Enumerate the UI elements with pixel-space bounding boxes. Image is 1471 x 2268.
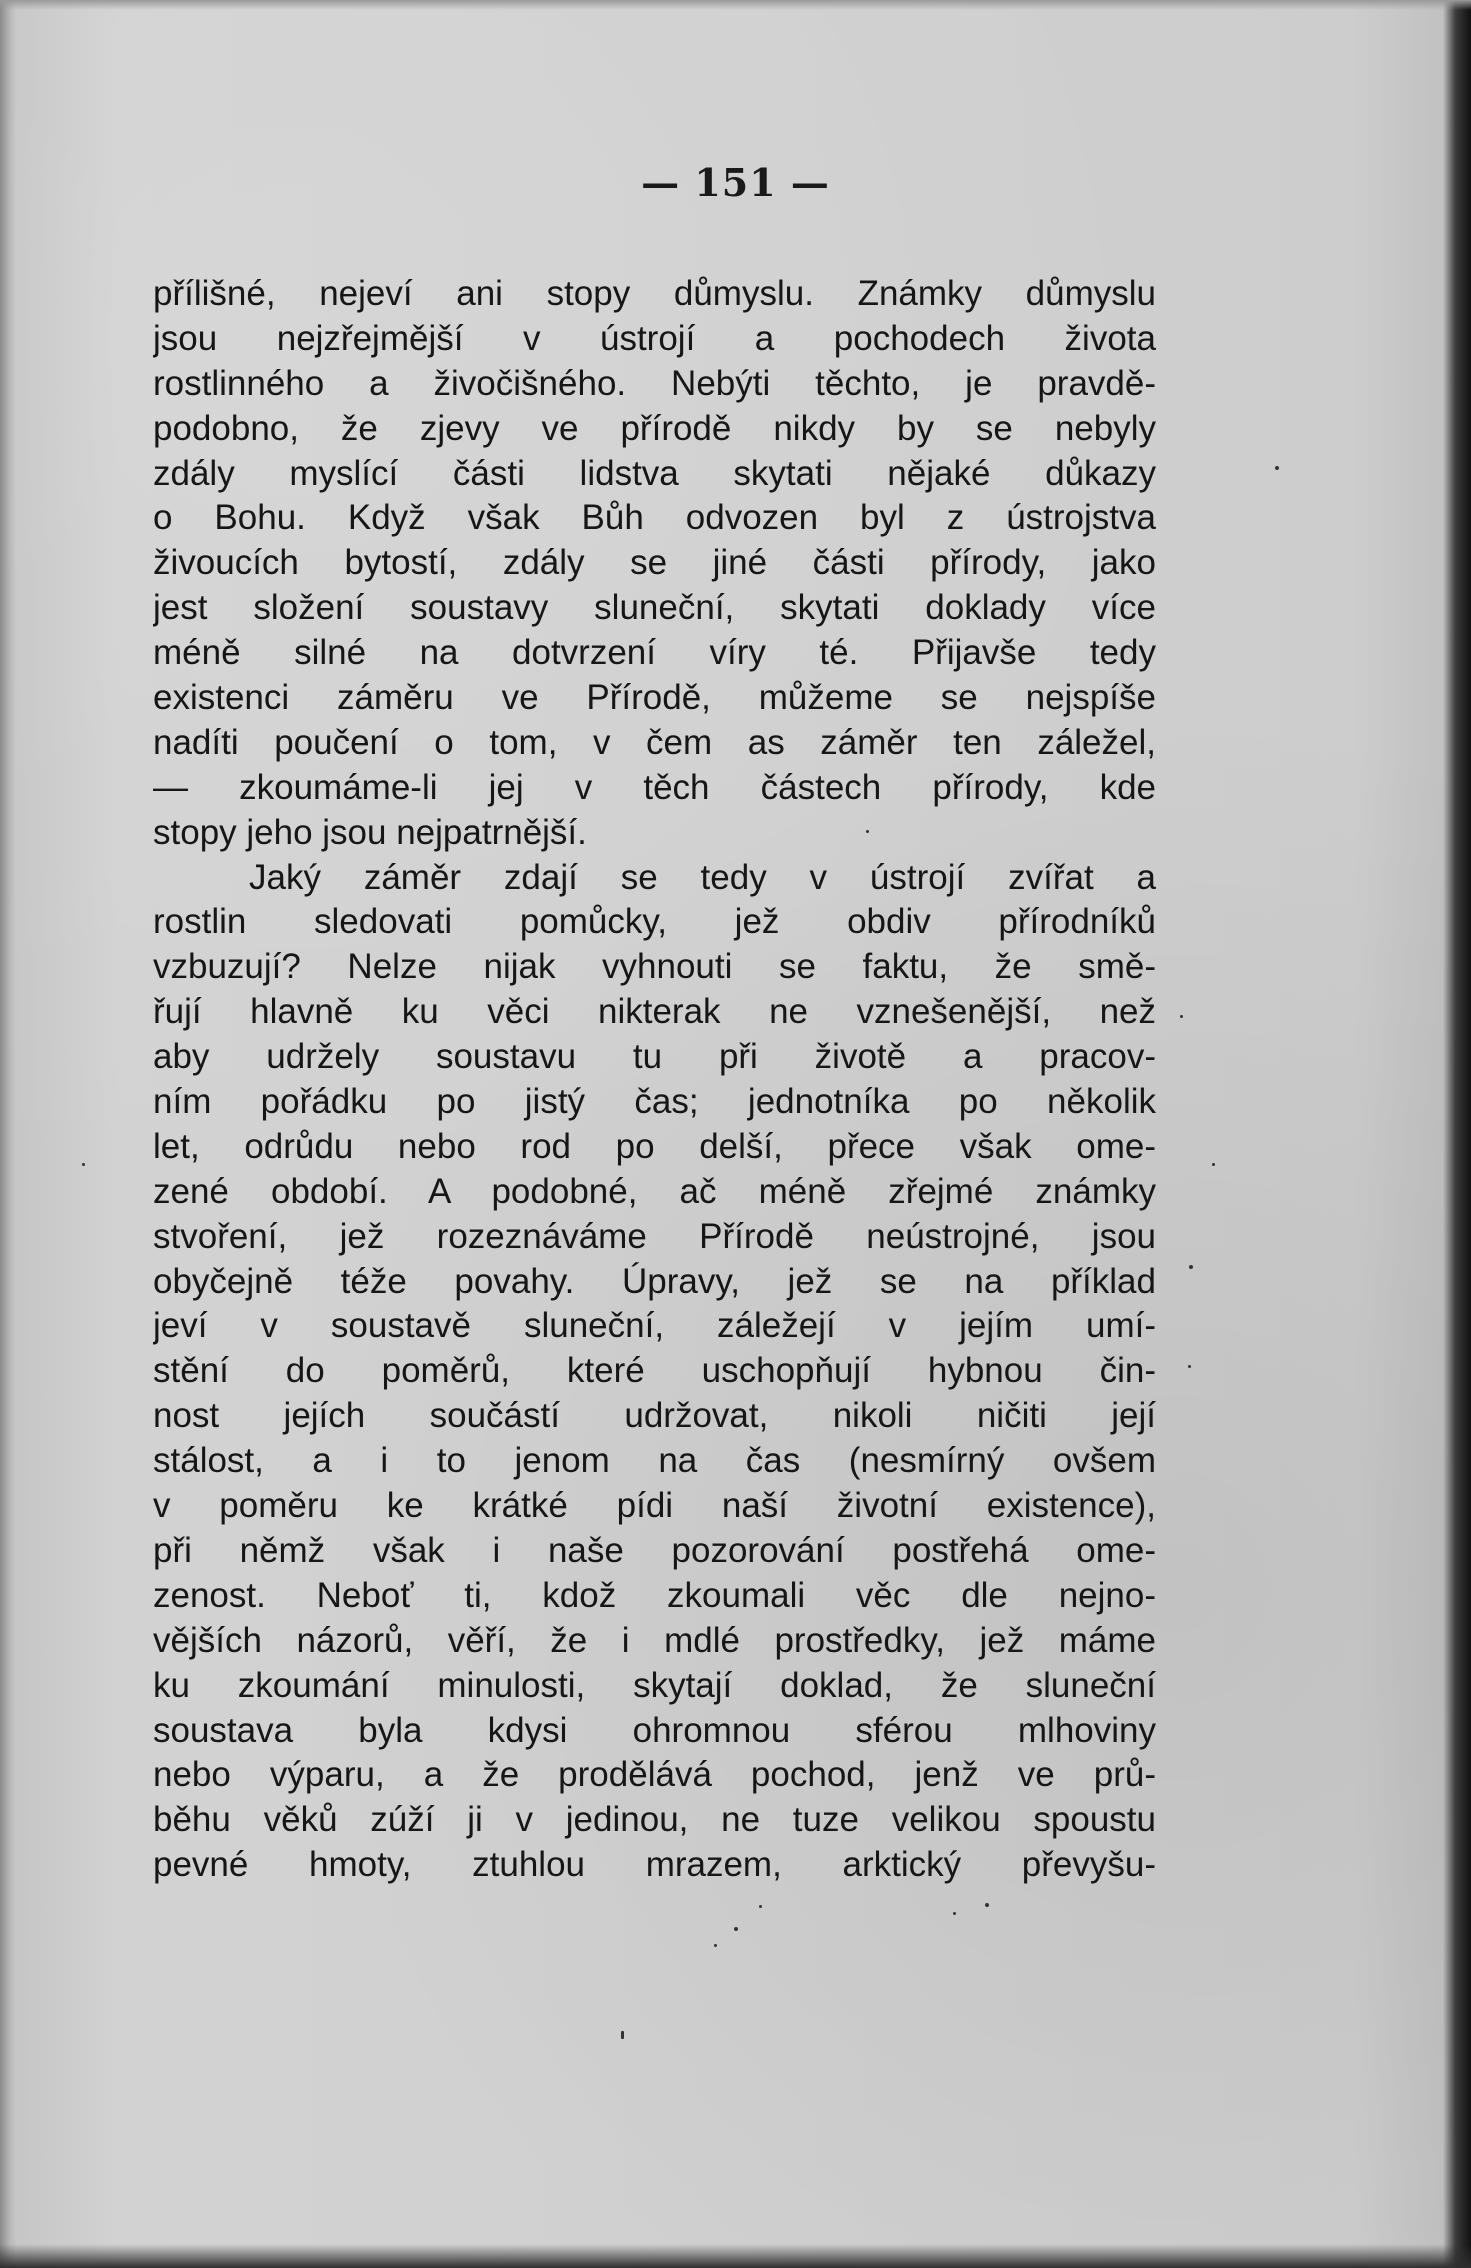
text-line: stvoření, jež rozeznáváme Přírodě neústrojné, jsou (153, 1216, 1156, 1256)
dust-speck (1275, 466, 1279, 470)
text-line: podobno, že zjevy ve přírodě nikdy by se nebyly (153, 408, 1156, 448)
text-line: ku zkoumání minulosti, skytají doklad, že sluneční (153, 1665, 1156, 1705)
text-line: aby udržely soustavu tu při životě a pracov- (153, 1037, 1156, 1077)
paragraph-end-line: stopy jeho jsou nejpatrnější. (153, 812, 587, 852)
text-line: jsou nejzřejmější v ústrojí a pochodech života (153, 318, 1156, 358)
page-number: — 151 — (641, 160, 830, 205)
text-line: rostlinného a živočišného. Nebýti těchto, je pravdě- (153, 363, 1156, 403)
dust-speck (621, 2031, 624, 2039)
text-line: stálost, a i to jenom na čas (nesmírný ovšem (153, 1441, 1156, 1481)
text-line: řují hlavně ku věci nikterak ne vznešenější, než (153, 992, 1156, 1032)
dust-speck (1180, 1015, 1183, 1018)
paragraph-start-line: Jaký záměr zdají se tedy v ústrojí zvířat a (249, 857, 1156, 897)
text-line: živoucích bytostí, zdály se jiné části přírody, jako (153, 543, 1156, 583)
dust-speck (985, 1903, 989, 1907)
dust-speck (953, 1912, 956, 1915)
text-line: pevné hmoty, ztuhlou mrazem, arktický převyšu- (153, 1845, 1156, 1885)
body-text (153, 272, 1156, 1888)
text-line: ním pořádku po jistý čas; jednotníka po několik (153, 1082, 1156, 1122)
dust-speck (866, 830, 869, 833)
text-line: nebo výparu, a že prodělává pochod, jenž ve prů- (153, 1755, 1156, 1795)
page-left-edge-shadow (0, 0, 16, 2268)
dust-speck (1212, 1163, 1215, 1166)
dust-speck (82, 1163, 85, 1166)
text-line: běhu věků zúží ji v jedinou, ne tuze velikou spoustu (153, 1800, 1156, 1840)
text-line: vějších názorů, věří, že i mdlé prostředky, jež máme (153, 1620, 1156, 1660)
text-line: přílišné, nejeví ani stopy důmyslu. Známky důmyslu (153, 274, 1156, 313)
text-line: zenost. Neboť ti, kdož zkoumali věc dle nejno- (153, 1575, 1156, 1615)
text-line: nadíti poučení o tom, v čem as záměr ten záležel, (153, 722, 1156, 762)
text-line: soustava byla kdysi ohromnou sférou mlhoviny (153, 1710, 1156, 1750)
text-line: zené období. A podobné, ač méně zřejmé známky (153, 1171, 1156, 1211)
page-right-edge-shadow (1443, 0, 1471, 2268)
dust-speck (1189, 1265, 1193, 1269)
text-line: v poměru ke krátké pídi naší životní existence), (153, 1486, 1156, 1526)
page-bottom-edge-shadow (0, 2244, 1471, 2268)
text-line: — zkoumáme-li jej v těch částech přírody, kde (153, 767, 1156, 807)
dust-speck (1188, 1365, 1191, 1368)
text-line: nost jejích součástí udržovat, nikoli ničiti její (153, 1396, 1156, 1436)
text-line: stění do poměrů, které uschopňují hybnou čin- (153, 1351, 1156, 1391)
page-top-edge-shadow (0, 0, 1471, 10)
dust-speck (734, 1927, 738, 1931)
dust-speck (714, 1944, 717, 1947)
text-line: let, odrůdu nebo rod po delší, přece však ome- (153, 1126, 1156, 1166)
text-line: obyčejně téže povahy. Úpravy, jež se na příklad (153, 1261, 1156, 1301)
text-line: o Bohu. Když však Bůh odvozen byl z ústrojstva (153, 498, 1156, 538)
text-line: vzbuzují? Nelze nijak vyhnouti se faktu, že smě- (153, 947, 1156, 987)
text-line: jest složení soustavy sluneční, skytati doklady více (153, 588, 1156, 628)
text-line: při němž však i naše pozorování postřehá ome- (153, 1530, 1156, 1570)
dust-speck (759, 1905, 762, 1908)
text-line: existenci záměru ve Přírodě, můžeme se nejspíše (153, 678, 1156, 718)
text-line: zdály myslící části lidstva skytati nějaké důkazy (153, 453, 1156, 493)
text-line: jeví v soustavě sluneční, záležejí v jejím umí- (153, 1306, 1156, 1346)
text-line: méně silné na dotvrzení víry té. Přijavše tedy (153, 633, 1156, 673)
text-line: rostlin sledovati pomůcky, jež obdiv přírodníků (153, 902, 1156, 942)
